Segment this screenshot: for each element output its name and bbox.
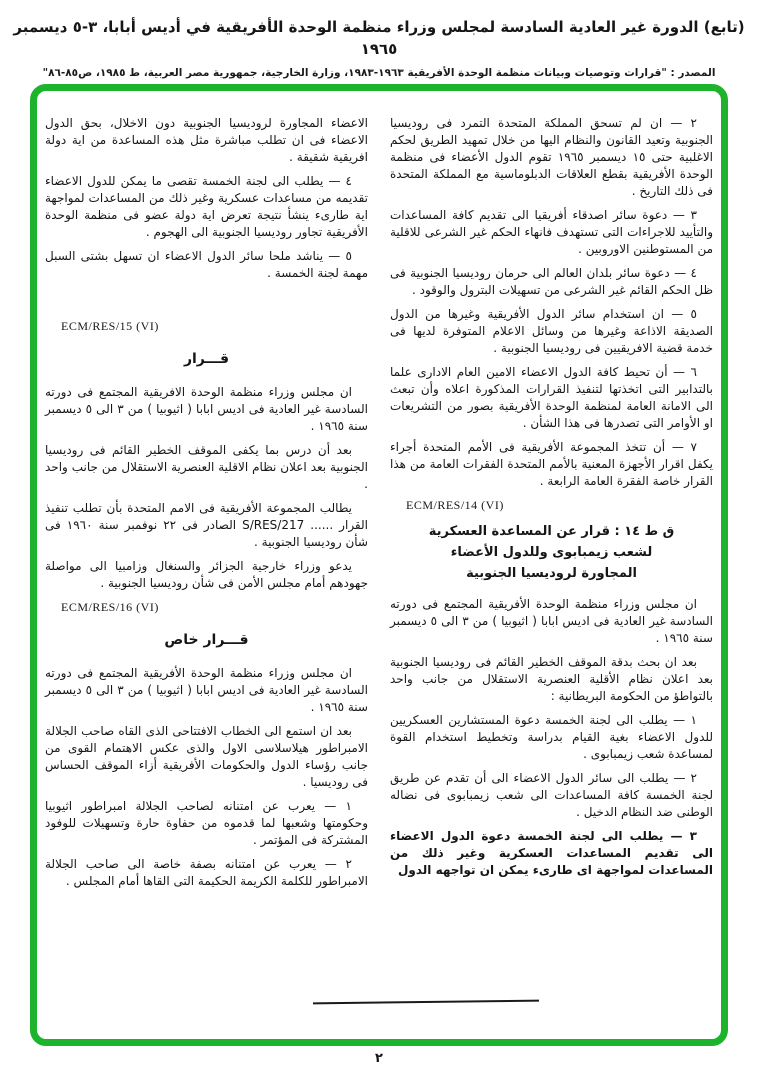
resolution-14-heading-line-1: ق ط ١٤ : قرار عن المساعدة العسكرية: [428, 524, 675, 539]
paragraph-item-2: ٢ — ان لم تسحق المملكة المتحدة التمرد فى روديسيا الجنوبية وتعيد القانون والنظام اليها من خلال تمهيد الطريق لحكم الاغلبية حتى ١٥ ديسمبر ١٩٦٥ تقوم الدول الأعضاء فى منظمة الوحدة الأفريقية بقطع العلاقات الدبلوماسية مع المملكة المتحدة فى ذلك التاريخ .: [390, 116, 713, 198]
right-column: [390, 115, 713, 1029]
resolution-15-sres-217: يطالب المجموعة الأفريقية فى الامم المتحدة بأن تطلب تنفيذ القرار ...... S/RES/217 الصادر فى ٢٢ نوفمبر سنة ١٩٦٠ فى شأن روديسيا الجنوبية .: [45, 501, 368, 549]
resolution-ref-ecm-res-15: ECM/RES/15 (VI): [61, 319, 159, 333]
paragraph-item-4: ٤ — دعوة سائر بلدان العالم الى حرمان روديسيا الجنوبية فى ظل الحكم القائم غير الشرعى من تسهيلات البترول والوقود .: [390, 266, 713, 297]
resolution-16-heading: قـــرار خاص: [164, 632, 249, 648]
resolution-14-preamble: بعد ان بحث بدقة الموقف الخطير القائم فى روديسيا الجنوبية بعد اعلان نظام الأقلية العنصرية الاستقلال من جانب واحد بالتواطؤ من الحكومة البريطانية :: [390, 655, 713, 703]
left-column: [45, 115, 368, 1029]
paragraph-item-5-left: ٥ — يناشد ملحا سائر الدول الاعضاء ان تسهل بشتى السبل مهمة لجنة الخمسة .: [45, 249, 368, 280]
page-header: [0, 16, 758, 79]
resolution-14-heading: [390, 521, 713, 584]
resolution-16-preamble: بعد ان استمع الى الخطاب الافتتاحى الذى القاه صاحب الجلالة الامبراطور هيلاسلاسى الاول والذى عكس الاهتمام القوى من جانب رؤساء الدول والحكومات الأفريقية أزاء الموقف الحساس فى روديسيا .: [45, 724, 368, 789]
paragraph-item-4-left: ٤ — يطلب الى لجنة الخمسة تقصى ما يمكن للدول الاعضاء تقديمه من مساعدات عسكرية وغير ذلك من المساعدات لمواجهة اية طارىء ينشأ نتيجة تعرض اية دولة عضو فى منظمة الوحدة الأفريقية تجاور روديسيا الجنوبية الى الهجوم .: [45, 174, 368, 239]
resolution-15-heading: قـــرار: [183, 351, 230, 367]
resolution-14-operative-1: ١ — يطلب الى لجنة الخمسة دعوة المستشارين العسكريين للدول الاعضاء بغية القيام بدراسة وتخطيط استخدام القوة لمساعدة شعب زيمبابوى .: [390, 713, 713, 761]
paragraph-item-5: ٥ — ان استخدام سائر الدول الأفريقية وغيرها من الدول الصديقة الاذاعة وغيرها من وسائل الاعلام المتوفرة لديها فى خدمة قضية الافريقيين فى روديسيا الجنوبية .: [390, 307, 713, 355]
resolution-14-operative-2: ٢ — يطلب الى سائر الدول الاعضاء الى أن تقدم عن طريق لجنة الخمسة كافة المساعدات الى شعب زيمبابوى فى نضاله الوطنى ضد النظام الدخيل .: [390, 771, 713, 819]
resolution-14-heading-line-3: المجاورة لروديسيا الجنوبية: [466, 566, 637, 581]
paragraph-item-7: ٧ — أن تتخذ المجموعة الأفريقية فى الأمم المتحدة أجراء يكفل اقرار الأجهزة المعنية بالأمم المتحدة الفقرات العامة من هذا القرار خاصة الفقرة العامة الرابعة .: [390, 440, 713, 488]
resolution-14-operative-3: ٣ — يطلب الى لجنة الخمسة دعوة الدول الاعضاء الى تقديم المساعدات العسكرية وغير ذلك من المساعدات لمواجهة اى طارىء يمكن ان تواجهه الدول: [390, 829, 713, 877]
paragraph-item-3: ٣ — دعوة سائر اصدقاء أفريقيا الى تقديم كافة المساعدات والتأييد للاجراءات التى تستهدف فانهاء الحكم غير الشرعى للاقلية من المستوطنين الاوروبين .: [390, 208, 713, 256]
paragraph-item-6: ٦ — أن تحيط كافة الدول الاعضاء الامين العام الادارى علما بالتدابير التى اتخذتها لتنفيذ القرارات المذكورة اعلاه وأن تبعث الى الامانة العامة لمنظمة الوحدة الأفريقية بصور من التشريعات او الأوامر التى تصدرها فى هذا الشأن .: [390, 365, 713, 430]
document-title: (تابع) الدورة غير العادية السادسة لمجلس وزراء منظمة الوحدة الأفريقية في أديس أبابا، ٣-٥ ديسمبر ١٩٦٥: [13, 18, 745, 58]
resolution-ref-ecm-res-14: ECM/RES/14 (VI): [406, 498, 504, 512]
resolution-16-operative-2: ٢ — يعرب عن امتنانه بصفة خاصة الى صاحب الجلالة الامبراطور للكلمة الكريمة الحكيمة التى القاها أمام المجلس .: [45, 857, 368, 888]
resolution-14-heading-line-2: لشعب زيمبابوى وللدول الأعضاء: [450, 545, 653, 560]
resolution-15-invite: يدعو وزراء خارجية الجزائر والسنغال وزامبيا الى مواصلة جهودهم أمام مجلس الأمن فى شأن روديسيا الجنوبية .: [45, 559, 368, 590]
paragraph-continuation: الاعضاء المجاورة لروديسيا الجنوبية دون الاخلال، بحق الدول الاعضاء فى ان تطلب مباشرة مثل هذه المساعدة من اية دولة افريقية شقيقة .: [45, 116, 368, 164]
resolution-14-opening: ان مجلس وزراء منظمة الوحدة الأفريقية المجتمع فى دورته السادسة غير العادية فى اديس ابابا ( اثيوبيا ) من ٣ الى ٥ ديسمبر سنة ١٩٦٥ .: [390, 597, 713, 645]
source-citation: المصدر : "قرارات وتوصيات وبيانات منظمة الوحدة الأفريقية ١٩٦٣-١٩٨٣، وزارة الخارجية، جمهورية مصر العربية، ط ١٩٨٥، ص٨٥-٨٦": [42, 67, 716, 79]
two-column-text-area: [37, 91, 721, 1039]
resolution-15-preamble: بعد أن درس بما يكفى الموقف الخطير القائم فى روديسيا الجنوبية بعد اعلان نظام الاقلية العنصرية الاستقلال من جانب واحد .: [45, 443, 368, 491]
resolution-16-operative-1: ١ — يعرب عن امتنانه لصاحب الجلالة امبراطور اثيوبيا وحكومتها وشعبها لما قدموه من حفاوة حارة وتسهيلات للوفود المشتركة فى المؤتمر .: [45, 799, 368, 847]
page-number: ٢: [375, 1051, 383, 1066]
resolution-ref-ecm-res-16: ECM/RES/16 (VI): [61, 600, 159, 614]
resolution-15-opening: ان مجلس وزراء منظمة الوحدة الافريقية المجتمع فى دورته السادسة غير العادية فى اديس ابابا ( اثيوبيا ) من ٣ الى ٥ ديسمبر سنة ١٩٦٥ .: [45, 385, 368, 433]
resolution-16-opening: ان مجلس وزراء منظمة الوحدة الأفريقية المجتمع فى دورته السادسة غير العادية فى اديس ابابا ( اثيوبيا ) من ٣ الى ٥ ديسمبر سنة ١٩٦٥ .: [45, 666, 368, 714]
